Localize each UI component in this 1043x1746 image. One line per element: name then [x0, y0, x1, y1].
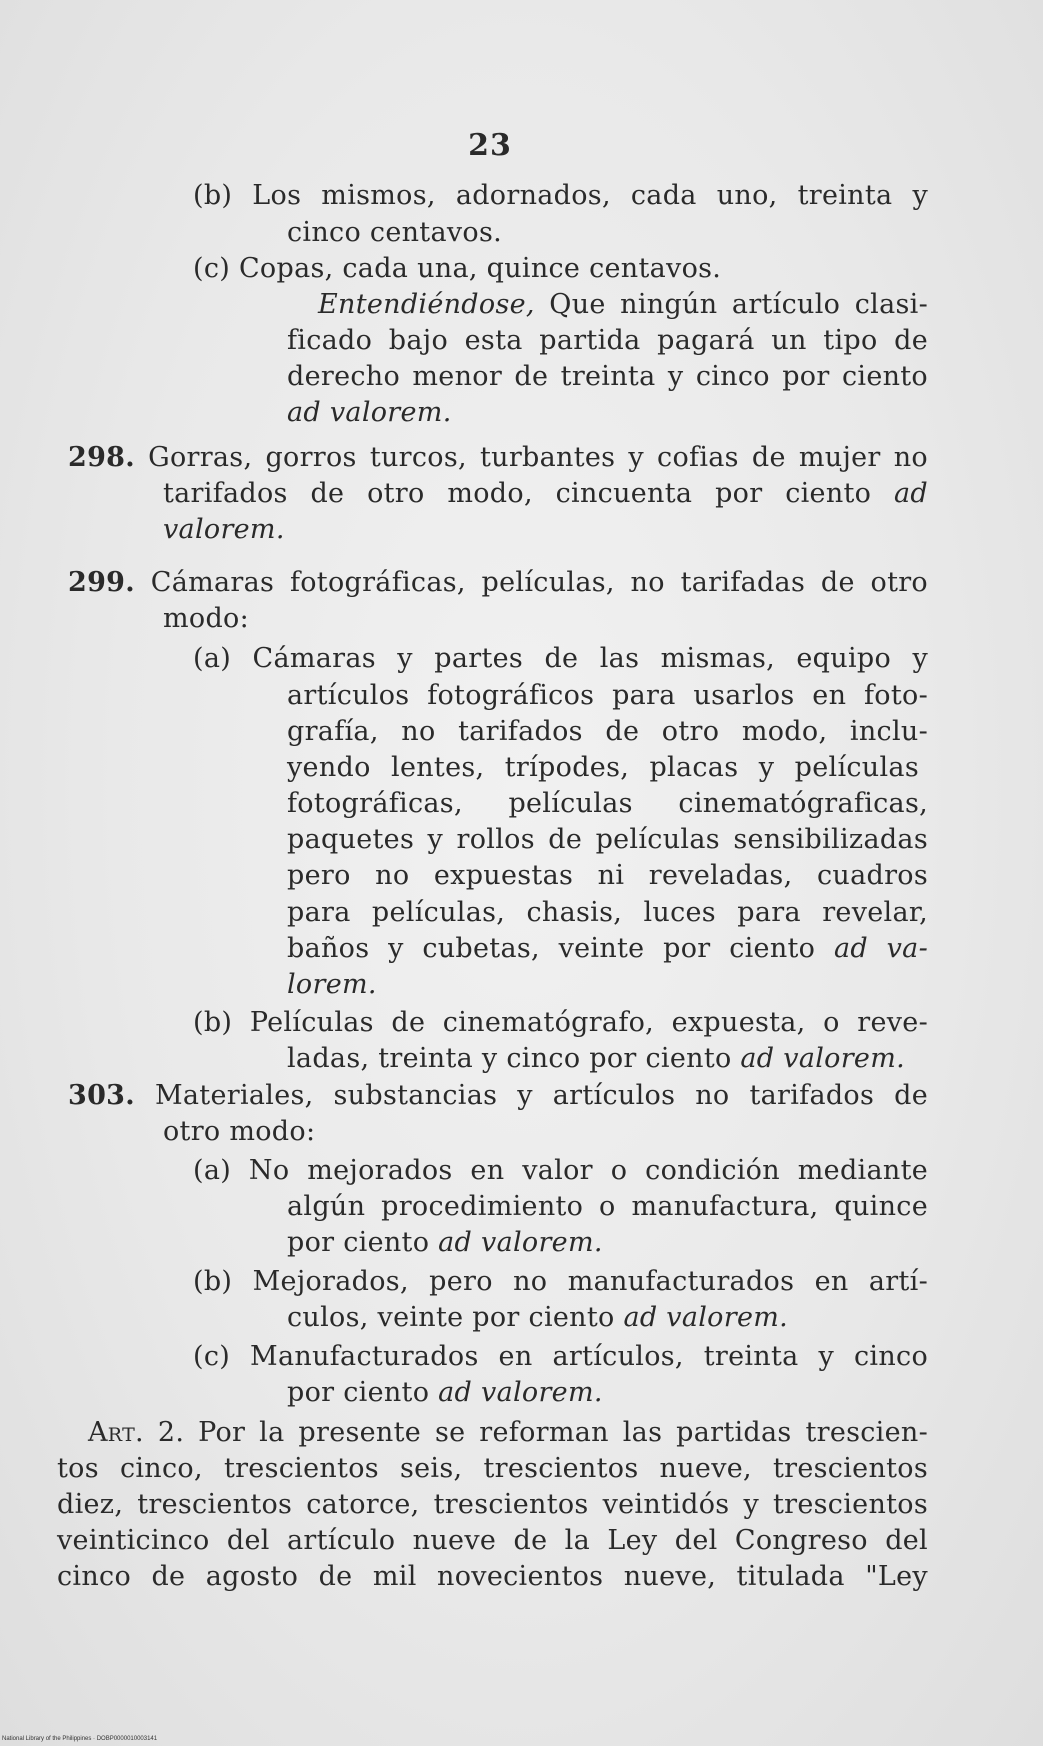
text-line: lorem. [287, 969, 377, 1000]
text-line: (b) Los mismos, adornados, cada uno, treinta y [193, 180, 928, 211]
text-line [287, 931, 928, 967]
text-segment: Cámaras fotográficas, películas, no tarifadas de otro [134, 567, 928, 598]
text-line: otro modo: [163, 1116, 316, 1147]
text-segment: por ciento [287, 1377, 439, 1408]
proviso-line [318, 287, 928, 323]
text-segment: culos, veinte por ciento [287, 1302, 624, 1333]
text-segment-italic: ad valorem. [740, 1043, 905, 1074]
text-line: (a) No mejorados en valor o condición mediante [193, 1155, 928, 1186]
text-line: grafía, no tarifados de otro modo, inclu- [287, 716, 928, 747]
text-line: diez, trescientos catorce, trescientos veintidós y trescientos [57, 1489, 928, 1520]
text-line: yendo lentes, trípodes, placas y películas [287, 752, 919, 783]
page-number: 23 [468, 128, 512, 163]
text-segment-italic: ad va- [833, 933, 928, 964]
text-line: paquetes y rollos de películas sensibilizadas [287, 824, 928, 855]
text-segment: por ciento [287, 1227, 439, 1258]
text-line: modo: [163, 603, 249, 634]
text-line [287, 1375, 603, 1411]
text-segment: Gorras, gorros turcos, turbantes y cofias de mujer no [134, 442, 928, 473]
text-segment: ladas, treinta y cinco por ciento [287, 1043, 741, 1074]
text-line: (c) Manufacturados en artículos, treinta y cinco [193, 1341, 928, 1372]
text-line: valorem. [163, 514, 285, 545]
text-segment-italic: ad [894, 478, 928, 509]
article-2-line [88, 1415, 928, 1451]
text-line: para películas, chasis, luces para revelar, [287, 897, 928, 928]
text-segment: baños y cubetas, veinte por ciento [287, 933, 834, 964]
text-line: (a) Cámaras y partes de las mismas, equipo y [193, 643, 928, 674]
text-segment: Que ningún artículo clasi- [534, 289, 928, 320]
text-line: algún procedimiento o manufactura, quince [287, 1191, 928, 1222]
text-line: (b) Películas de cinematógrafo, expuesta, o reve- [193, 1007, 928, 1038]
text-segment: tarifados de otro modo, cincuenta por ciento [163, 478, 895, 509]
text-line: veinticinco del artículo nueve de la Ley del Congreso del [57, 1525, 928, 1556]
text-line [287, 1225, 603, 1261]
text-line [163, 476, 928, 512]
proviso-keyword: Entendiéndose, [318, 289, 535, 320]
text-line [287, 1041, 905, 1077]
text-line: pero no expuestas ni reveladas, cuadros [287, 860, 928, 891]
text-line: tos cinco, trescientos seis, trescientos nueve, trescientos [57, 1453, 928, 1484]
item-number-299: 299. [68, 567, 135, 598]
text-line: ficado bajo esta partida pagará un tipo de [287, 325, 928, 356]
text-line: cinco centavos. [287, 217, 502, 248]
text-segment-italic: ad valorem. [438, 1227, 603, 1258]
text-line: derecho menor de treinta y cinco por ciento [287, 361, 928, 392]
item-number-303: 303. [68, 1080, 135, 1111]
item-299-line [68, 565, 928, 601]
text-line: (c) Copas, cada una, quince centavos. [193, 253, 722, 284]
article-label: Art. [88, 1417, 144, 1448]
text-line: artículos fotográficos para usarlos en foto- [287, 680, 928, 711]
text-line [287, 1300, 788, 1336]
text-segment: 2. Por la presente se reforman las partidas trescien- [143, 1417, 928, 1448]
text-line: cinco de agosto de mil novecientos nueve, titulada "Ley [57, 1561, 928, 1592]
item-298-line [68, 440, 928, 476]
item-number-298: 298. [68, 442, 135, 473]
text-segment-italic: ad valorem. [623, 1302, 789, 1333]
item-303-line [68, 1078, 928, 1114]
text-line: fotográficas, películas cinematógraficas, [287, 788, 928, 819]
text-line: (b) Mejorados, pero no manufacturados en artí- [193, 1266, 928, 1297]
text-segment: Materiales, substancias y artículos no tarifados de [134, 1080, 928, 1111]
text-segment-italic: ad valorem. [438, 1377, 603, 1408]
archive-footer: National Library of the Philippines · DOBP0000010003141 [2, 1736, 158, 1742]
text-line: ad valorem. [287, 397, 452, 428]
